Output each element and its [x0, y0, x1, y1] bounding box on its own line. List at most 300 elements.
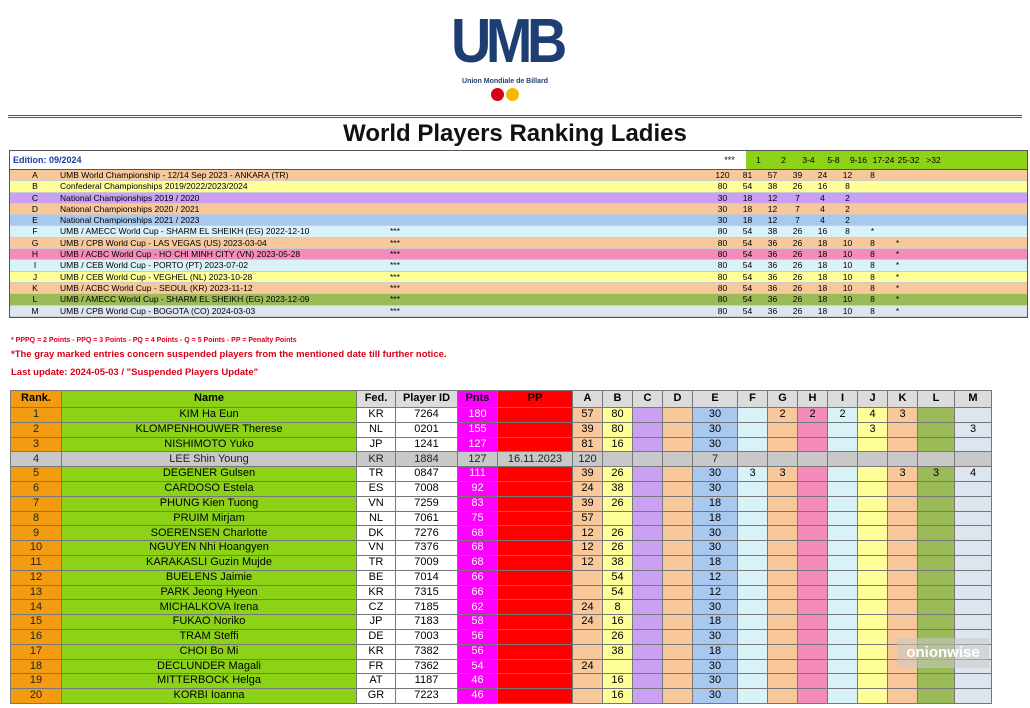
- red-dot-icon: [491, 88, 504, 101]
- event-a-cell: 24: [573, 615, 603, 630]
- event-k-cell: [888, 615, 918, 630]
- rank-cell: 1: [11, 408, 62, 423]
- position-header: 17-24: [872, 155, 895, 165]
- legend-points: 57: [767, 170, 778, 180]
- event-d-cell: [663, 659, 693, 674]
- header-event-j[interactable]: J: [858, 391, 888, 408]
- legend-points: 81: [742, 170, 753, 180]
- legend-code: L: [32, 294, 38, 305]
- event-b-cell: 38: [603, 555, 633, 570]
- last-update-note: Last update: 2024-05-03 / "Suspended Players Update": [11, 367, 259, 378]
- table-row[interactable]: [11, 408, 992, 423]
- table-row[interactable]: [11, 659, 992, 674]
- event-c-cell: [633, 511, 663, 526]
- legend-points: 54: [742, 181, 753, 192]
- event-f-cell: [738, 644, 768, 659]
- header-name[interactable]: Name: [62, 391, 357, 408]
- legend-stars: ***: [390, 294, 400, 305]
- legend-points: 80: [717, 271, 728, 282]
- legend-points: 18: [817, 249, 828, 260]
- rank-cell: 18: [11, 659, 62, 674]
- points-cell: 46: [458, 689, 498, 704]
- legend-stars: [390, 215, 710, 225]
- name-cell: PARK Jeong Hyeon: [62, 585, 357, 600]
- event-h-cell: 2: [798, 408, 828, 423]
- event-c-cell: [633, 541, 663, 556]
- event-c-cell: [633, 526, 663, 541]
- event-g-cell: [768, 481, 798, 496]
- event-l-cell: [918, 615, 955, 630]
- umb-logo-dots: [445, 88, 565, 101]
- name-cell: NGUYEN Nhi Hoangyen: [62, 541, 357, 556]
- header-event-c[interactable]: C: [633, 391, 663, 408]
- points-cell: 68: [458, 541, 498, 556]
- event-f-cell: [738, 481, 768, 496]
- rank-cell: 6: [11, 481, 62, 496]
- fed-cell: DE: [357, 629, 396, 644]
- event-d-cell: [663, 437, 693, 452]
- header-event-e[interactable]: E: [693, 391, 738, 408]
- event-i-cell: [828, 629, 858, 644]
- pp-cell: [498, 496, 573, 511]
- event-g-cell: [768, 422, 798, 437]
- legend-points: 30: [717, 192, 728, 203]
- table-row[interactable]: [11, 481, 992, 496]
- legend-row: [10, 181, 1027, 192]
- legend-description: National Championships 2021 / 2023: [60, 215, 200, 226]
- rank-cell: 9: [11, 526, 62, 541]
- header-event-h[interactable]: H: [798, 391, 828, 408]
- event-l-cell: [918, 422, 955, 437]
- name-cell: NISHIMOTO Yuko: [62, 437, 357, 452]
- event-e-cell: 30: [693, 526, 738, 541]
- legend-points: 12: [767, 203, 778, 214]
- event-d-cell: [663, 629, 693, 644]
- header-player-id[interactable]: Player ID: [396, 391, 458, 408]
- legend-points: 80: [717, 249, 728, 260]
- event-j-cell: [858, 689, 888, 704]
- event-l-cell: [918, 585, 955, 600]
- event-c-cell: [633, 452, 663, 467]
- event-a-cell: 12: [573, 541, 603, 556]
- points-cell: 56: [458, 644, 498, 659]
- event-g-cell: [768, 674, 798, 689]
- event-j-cell: [858, 615, 888, 630]
- header-event-f[interactable]: F: [738, 391, 768, 408]
- legend-points: 7: [795, 215, 800, 226]
- event-k-cell: 3: [888, 408, 918, 423]
- player-id-cell: 7264: [396, 408, 458, 423]
- table-row[interactable]: [11, 526, 992, 541]
- event-h-cell: [798, 659, 828, 674]
- legend-row: [10, 204, 1027, 215]
- event-l-cell: [918, 481, 955, 496]
- legend-stars: [390, 204, 710, 214]
- legend-points: 54: [742, 249, 753, 260]
- name-cell: KIM Ha Eun: [62, 408, 357, 423]
- event-g-cell: [768, 452, 798, 467]
- legend-row: [10, 193, 1027, 204]
- event-f-cell: [738, 511, 768, 526]
- table-row[interactable]: [11, 674, 992, 689]
- event-b-cell: 26: [603, 496, 633, 511]
- event-g-cell: [768, 585, 798, 600]
- legend-points: 80: [717, 226, 728, 237]
- table-row[interactable]: [11, 496, 992, 511]
- rank-cell: 17: [11, 644, 62, 659]
- event-g-cell: [768, 629, 798, 644]
- event-l-cell: [918, 541, 955, 556]
- event-k-cell: [888, 437, 918, 452]
- event-i-cell: [828, 526, 858, 541]
- ranking-body: [11, 408, 992, 704]
- event-m-cell: [955, 481, 992, 496]
- pp-cell: [498, 689, 573, 704]
- player-id-cell: 7008: [396, 481, 458, 496]
- pp-cell: [498, 555, 573, 570]
- fed-cell: BE: [357, 570, 396, 585]
- legend-points: [885, 204, 910, 214]
- legend-points: *: [870, 226, 875, 237]
- event-j-cell: [858, 600, 888, 615]
- event-f-cell: [738, 408, 768, 423]
- header-rank[interactable]: Rank.: [11, 391, 62, 408]
- player-id-cell: 1187: [396, 674, 458, 689]
- table-row[interactable]: [11, 585, 992, 600]
- header-event-a[interactable]: A: [573, 391, 603, 408]
- event-m-cell: [955, 674, 992, 689]
- legend-code: I: [33, 260, 37, 271]
- event-h-cell: [798, 585, 828, 600]
- header-event-m[interactable]: M: [955, 391, 992, 408]
- legend-points: 18: [817, 271, 828, 282]
- rank-cell: 4: [11, 452, 62, 467]
- table-row[interactable]: [11, 422, 992, 437]
- event-j-cell: [858, 570, 888, 585]
- legend-points: [885, 215, 910, 225]
- legend-points: 10: [842, 249, 853, 260]
- event-j-cell: [858, 496, 888, 511]
- event-c-cell: [633, 437, 663, 452]
- rank-cell: 3: [11, 437, 62, 452]
- legend-points: [885, 181, 910, 191]
- points-cell: 127: [458, 437, 498, 452]
- event-l-cell: [918, 689, 955, 704]
- legend-points: 38: [767, 226, 778, 237]
- fed-cell: JP: [357, 615, 396, 630]
- legend-stars: [390, 181, 710, 191]
- event-b-cell: [603, 452, 633, 467]
- event-h-cell: [798, 422, 828, 437]
- header-event-l[interactable]: L: [918, 391, 955, 408]
- player-id-cell: 7315: [396, 585, 458, 600]
- legend-points: 18: [817, 305, 828, 316]
- event-m-cell: [955, 526, 992, 541]
- player-id-cell: 7185: [396, 600, 458, 615]
- legend-points: 36: [767, 237, 778, 248]
- event-b-cell: 54: [603, 585, 633, 600]
- points-cell: 68: [458, 555, 498, 570]
- header-event-b[interactable]: B: [603, 391, 633, 408]
- legend-points: 8: [870, 237, 875, 248]
- table-row[interactable]: [11, 629, 992, 644]
- pp-cell: [498, 526, 573, 541]
- event-j-cell: 3: [858, 422, 888, 437]
- legend-points: 10: [842, 237, 853, 248]
- legend-code: C: [31, 192, 39, 203]
- event-m-cell: 4: [955, 467, 992, 482]
- pp-cell: [498, 511, 573, 526]
- legend-points: [860, 204, 885, 214]
- legend-stars: ***: [390, 249, 400, 260]
- player-id-cell: 7183: [396, 615, 458, 630]
- legend-points: 24: [817, 170, 828, 180]
- legend-description: Confederal Championships 2019/2022/2023/2024: [60, 181, 248, 192]
- header-event-k[interactable]: K: [888, 391, 918, 408]
- position-header: 2: [781, 155, 786, 165]
- event-i-cell: [828, 511, 858, 526]
- event-d-cell: [663, 615, 693, 630]
- position-header: 9-16: [849, 155, 867, 165]
- event-d-cell: [663, 467, 693, 482]
- event-f-cell: [738, 674, 768, 689]
- legend-row: [10, 238, 1027, 249]
- points-cell: 111: [458, 467, 498, 482]
- event-a-cell: 120: [573, 452, 603, 467]
- table-row[interactable]: [11, 437, 992, 452]
- event-d-cell: [663, 496, 693, 511]
- event-b-cell: 16: [603, 689, 633, 704]
- legend-code: J: [32, 271, 38, 282]
- points-cell: 83: [458, 496, 498, 511]
- table-row[interactable]: [11, 600, 992, 615]
- event-d-cell: [663, 452, 693, 467]
- event-b-cell: 16: [603, 437, 633, 452]
- legend-points: *: [895, 271, 900, 282]
- name-cell: DECLUNDER Magali: [62, 659, 357, 674]
- table-row[interactable]: [11, 467, 992, 482]
- event-i-cell: [828, 674, 858, 689]
- table-row[interactable]: [11, 615, 992, 630]
- event-i-cell: [828, 481, 858, 496]
- player-id-cell: 7376: [396, 541, 458, 556]
- header-fed[interactable]: Fed.: [357, 391, 396, 408]
- table-row[interactable]: [11, 511, 992, 526]
- pp-cell: [498, 674, 573, 689]
- event-a-cell: [573, 689, 603, 704]
- fed-cell: VN: [357, 496, 396, 511]
- event-j-cell: [858, 629, 888, 644]
- event-c-cell: [633, 481, 663, 496]
- legend-points: 54: [742, 226, 753, 237]
- header-pp[interactable]: PP: [498, 391, 573, 408]
- event-h-cell: [798, 511, 828, 526]
- table-row[interactable]: [11, 570, 992, 585]
- event-d-cell: [663, 422, 693, 437]
- pp-cell: [498, 481, 573, 496]
- event-g-cell: 2: [768, 408, 798, 423]
- legend-points: 80: [717, 181, 728, 192]
- legend-points: [885, 170, 910, 180]
- table-row[interactable]: [11, 689, 992, 704]
- event-l-cell: [918, 526, 955, 541]
- legend-points: 26: [792, 249, 803, 260]
- event-a-cell: 12: [573, 555, 603, 570]
- pp-cell: 16.11.2023: [498, 452, 573, 467]
- player-id-cell: 7223: [396, 689, 458, 704]
- legend-points: 2: [845, 215, 850, 226]
- legend-row: [10, 260, 1027, 271]
- legend-points: 8: [870, 170, 875, 180]
- rank-cell: 14: [11, 600, 62, 615]
- legend-points: 26: [792, 260, 803, 271]
- event-b-cell: 26: [603, 541, 633, 556]
- rank-cell: 15: [11, 615, 62, 630]
- event-h-cell: [798, 570, 828, 585]
- fed-cell: KR: [357, 452, 396, 467]
- event-f-cell: [738, 526, 768, 541]
- event-a-cell: [573, 644, 603, 659]
- event-f-cell: [738, 452, 768, 467]
- event-j-cell: [858, 585, 888, 600]
- event-b-cell: 26: [603, 629, 633, 644]
- event-h-cell: [798, 674, 828, 689]
- legend-points: [860, 193, 885, 203]
- fed-cell: DK: [357, 526, 396, 541]
- event-g-cell: [768, 511, 798, 526]
- event-c-cell: [633, 689, 663, 704]
- event-h-cell: [798, 629, 828, 644]
- name-cell: FUKAO Noriko: [62, 615, 357, 630]
- legend-points: 26: [792, 181, 803, 192]
- legend-points: 36: [767, 282, 778, 293]
- rank-cell: 7: [11, 496, 62, 511]
- event-a-cell: [573, 570, 603, 585]
- header-event-i[interactable]: I: [828, 391, 858, 408]
- event-h-cell: [798, 496, 828, 511]
- event-l-cell: [918, 452, 955, 467]
- event-c-cell: [633, 659, 663, 674]
- fed-cell: AT: [357, 674, 396, 689]
- legend-points: *: [895, 249, 900, 260]
- event-k-cell: 3: [888, 467, 918, 482]
- fed-cell: KR: [357, 408, 396, 423]
- header-event-d[interactable]: D: [663, 391, 693, 408]
- legend-points: 54: [742, 237, 753, 248]
- table-row[interactable]: [11, 452, 992, 467]
- legend-points: 4: [820, 203, 825, 214]
- rank-cell: 19: [11, 674, 62, 689]
- table-row[interactable]: [11, 644, 992, 659]
- legend-points: 8: [870, 249, 875, 260]
- event-l-cell: [918, 437, 955, 452]
- header-event-g[interactable]: G: [768, 391, 798, 408]
- event-l-cell: [918, 496, 955, 511]
- fed-cell: NL: [357, 422, 396, 437]
- table-row[interactable]: [11, 541, 992, 556]
- event-b-cell: 8: [603, 600, 633, 615]
- event-m-cell: [955, 689, 992, 704]
- event-h-cell: [798, 555, 828, 570]
- legend-points: 4: [820, 215, 825, 226]
- legend-points: *: [895, 260, 900, 271]
- event-e-cell: 30: [693, 689, 738, 704]
- legend-points: 8: [870, 271, 875, 282]
- legend-code: M: [31, 305, 39, 316]
- event-k-cell: [888, 452, 918, 467]
- legend-row: [10, 283, 1027, 294]
- event-g-cell: [768, 526, 798, 541]
- legend-points: 18: [817, 294, 828, 305]
- event-a-cell: 24: [573, 600, 603, 615]
- rank-cell: 20: [11, 689, 62, 704]
- legend-description: UMB / ACBC World Cup - SEOUL (KR) 2023-11-12: [60, 282, 253, 293]
- pp-cell: [498, 600, 573, 615]
- event-g-cell: [768, 615, 798, 630]
- event-j-cell: [858, 644, 888, 659]
- event-e-cell: 12: [693, 570, 738, 585]
- name-cell: PHUNG Kien Tuong: [62, 496, 357, 511]
- event-m-cell: [955, 437, 992, 452]
- legend-points: 120: [715, 170, 730, 180]
- points-cell: 56: [458, 629, 498, 644]
- event-e-cell: 30: [693, 422, 738, 437]
- event-h-cell: [798, 481, 828, 496]
- legend-points: 54: [742, 305, 753, 316]
- event-b-cell: [603, 511, 633, 526]
- rank-cell: 2: [11, 422, 62, 437]
- header-points[interactable]: Pnts: [458, 391, 498, 408]
- event-j-cell: [858, 481, 888, 496]
- event-i-cell: [828, 541, 858, 556]
- legend-stars: ***: [390, 237, 400, 248]
- event-i-cell: [828, 615, 858, 630]
- legend-stars: ***: [390, 271, 400, 282]
- event-e-cell: 12: [693, 585, 738, 600]
- event-k-cell: [888, 555, 918, 570]
- legend-points: 54: [742, 271, 753, 282]
- position-header: 1: [756, 155, 761, 165]
- legend-points: 18: [817, 282, 828, 293]
- legend-stars: ***: [390, 282, 400, 293]
- legend-points: [885, 226, 910, 236]
- legend-points: 2: [845, 192, 850, 203]
- edition-label: Edition: 09/2024: [13, 155, 82, 165]
- event-c-cell: [633, 615, 663, 630]
- event-f-cell: [738, 437, 768, 452]
- name-cell: CARDOSO Estela: [62, 481, 357, 496]
- legend-points: 38: [767, 181, 778, 192]
- legend-points: 12: [842, 170, 853, 180]
- event-h-cell: [798, 467, 828, 482]
- event-h-cell: [798, 437, 828, 452]
- event-d-cell: [663, 674, 693, 689]
- event-i-cell: [828, 689, 858, 704]
- legend-points: 26: [792, 282, 803, 293]
- event-i-cell: [828, 437, 858, 452]
- table-row[interactable]: [11, 555, 992, 570]
- event-f-cell: [738, 659, 768, 674]
- event-i-cell: [828, 585, 858, 600]
- event-l-cell: [918, 674, 955, 689]
- legend-description: UMB / AMECC World Cup - SHARM EL SHEIKH (EG) 2023-12-09: [60, 294, 310, 305]
- legend-points: 8: [870, 260, 875, 271]
- event-i-cell: [828, 600, 858, 615]
- event-k-cell: [888, 541, 918, 556]
- suspended-note: *The gray marked entries concern suspended players from the mentioned date till further notice.: [11, 349, 447, 360]
- event-a-cell: 12: [573, 526, 603, 541]
- umb-logo-subtitle: Union Mondiale de Billard: [462, 78, 548, 85]
